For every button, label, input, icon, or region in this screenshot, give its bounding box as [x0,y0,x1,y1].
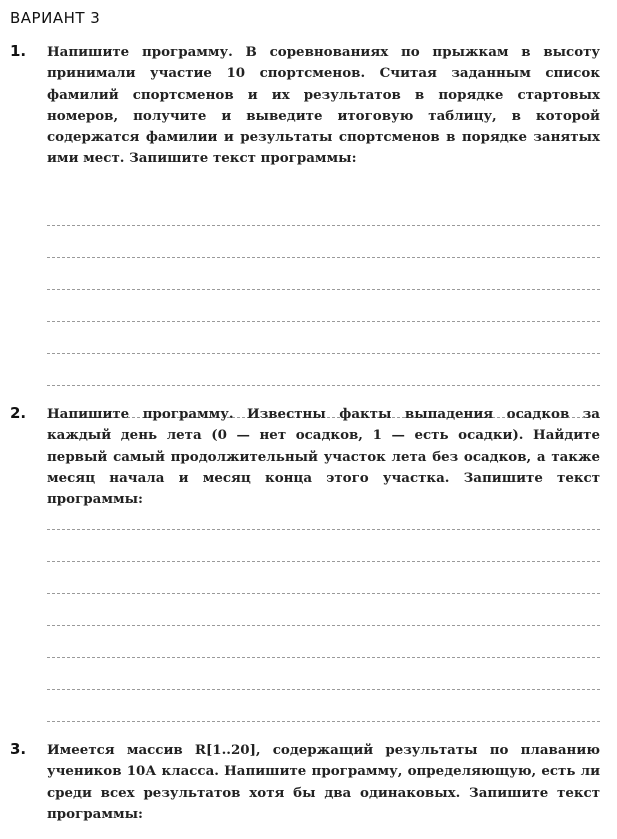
answer-line [47,626,600,658]
answer-line [47,498,600,530]
task-text: Напишите программу. В соревнованиях по прыжкам в высоту принимали участие 10 спортсменов. Считая заданным список фамилий спортсменов и их результатов в порядке стартовых номеров, получите и выведите итоговую таблицу, в которой содержатся фамилии и результаты спортсменов в порядке занятых ими мест. Запишите текст программы: [47,44,600,167]
task-number: 2. [10,404,27,422]
answer-line [47,658,600,690]
answer-line [47,594,600,626]
answer-line [47,322,600,354]
answer-line [47,690,600,722]
answer-line [47,290,600,322]
answer-line [47,530,600,562]
answer-line [47,194,600,226]
answer-line [47,562,600,594]
answer-lines [47,498,600,722]
answer-lines [47,194,600,418]
task-text: Имеется массив R[1..20], содержащий результаты по плаванию учеников 10А класса. Напишите программу, определяющую, есть ли среди всех результатов хотя бы два одинаковых. Запишите текст программы: [47,742,600,822]
answer-line [47,226,600,258]
task-number: 1. [10,42,27,60]
variant-title: ВАРИАНТ 3 [10,9,101,27]
task-text: Напишите программу. Известны факты выпадения осадков за каждый день лета (0 — нет осадков, 1 — есть осадки). Найдите первый самый продолжительный участок лета без осадков, а также месяц начала и месяц конца этого участка. Запишите текст программы: [47,406,600,508]
answer-line [47,258,600,290]
task-number: 3. [10,740,27,758]
answer-line [47,354,600,386]
